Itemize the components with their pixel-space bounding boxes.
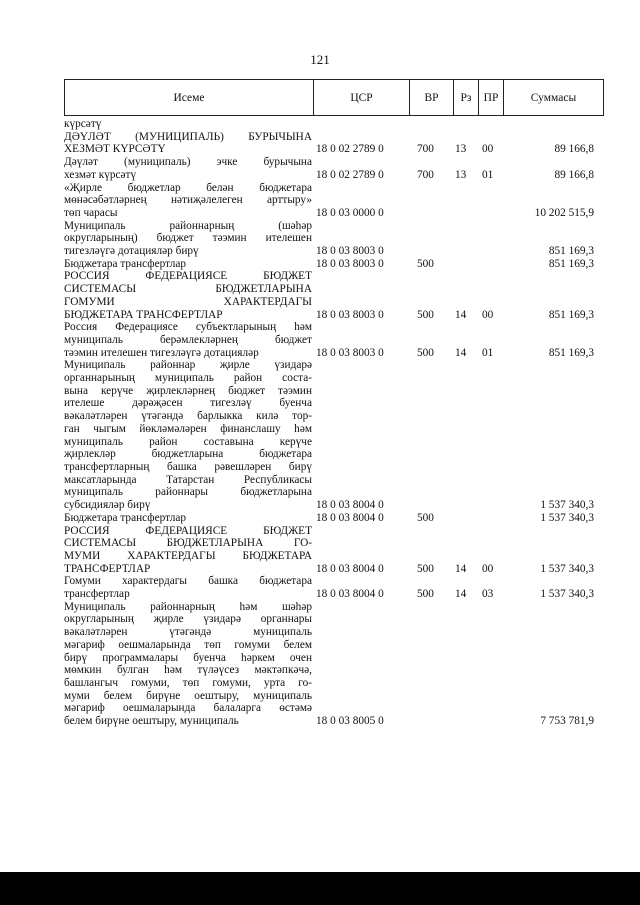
header-pr: ПР [478,80,503,115]
row-sum: 10 202 515,9 [534,206,594,219]
row-name-line: ТРАНСФЕРТЛАР [64,562,151,575]
row-name [64,182,312,220]
row-name-line: МУМИ ХАРАКТЕРДАГЫ БЮДЖЕТАРА [64,549,312,562]
row-name-line: максатларында Татарстан Республикасы [64,473,312,486]
row-name-line: трансфертлар [64,588,130,601]
row-name-line: Муниципаль районнарның һәм шәһәр [64,600,312,613]
row-pr: 00 [482,562,494,575]
header-sum: Суммасы [503,80,603,115]
row-name-line: муниципаль берәмлекләрнең бюджет [64,333,312,346]
row-name-line: органнарының муниципаль район соста- [64,372,312,385]
table-body [64,118,604,728]
row-rz: 14 [455,346,467,359]
row-csr: 18 0 03 8003 0 [316,308,384,321]
row-sum: 7 753 781,9 [540,715,594,728]
row-name [64,156,312,181]
row-sum: 1 537 340,3 [540,588,594,601]
row-name-line: муми белем бирүне оештыру, муниципаль [64,689,312,702]
row-name-line: СИСТЕМАСЫ БЮДЖЕТЛАРЫНА [64,283,312,296]
row-name-line: трансфертларның башка рәвешләрен бирү [64,460,312,473]
row-name-line: бирү программалары буенча һәркем очен [64,651,312,664]
row-csr: 18 0 03 8005 0 [316,715,384,728]
row-name-line: Бюджетара трансфертлар [64,257,187,270]
row-rz: 13 [455,143,467,156]
row-csr: 18 0 03 8004 0 [316,499,384,512]
row-name-line: Муниципаль районнар җирле үзидарә [64,359,312,372]
row-name-line: ХЕЗМӘТ КҮРСӘТҮ [64,143,166,156]
row-name-line: РОССИЯ ФЕДЕРАЦИЯСЕ БЮДЖЕТ [64,524,312,537]
row-csr: 18 0 03 8004 0 [316,588,384,601]
row-name-line: СИСТЕМАСЫ БЮДЖЕТЛАРЫНА ГО- [64,537,312,550]
row-name [64,575,312,600]
table-row [64,601,604,728]
row-name [64,118,312,131]
row-sum: 851 169,3 [548,257,594,270]
table-row [64,512,604,525]
row-csr: 18 0 03 8003 0 [316,346,384,359]
row-vr: 500 [417,346,434,359]
row-name-line: мәгариф оешмаларында балаларга өстәмә [64,702,312,715]
row-name-line: вына керүче җирлекләрнең бюджет тәэмин [64,384,312,397]
row-name-line: округларының җирле үзидарә органнары [64,613,312,626]
row-vr: 500 [417,511,434,524]
row-vr: 500 [417,308,434,321]
row-name-line: ДӘҮЛӘТ (МУНИЦИПАЛЬ) БУРЫЧЫНА [64,130,312,143]
row-pr: 03 [482,588,494,601]
row-name-line: округларының) бюджет тәэмин ителешен [64,232,312,245]
table-row [64,156,604,181]
row-name-line: Бюджетара трансфертлар [64,511,187,524]
row-vr: 500 [417,588,434,601]
row-name-line: белем бирүне оештыру, муниципаль [64,715,239,728]
row-name-line: ГОМУМИ ХАРАКТЕРДАГЫ [64,295,312,308]
row-name-line: тәэмин ителешен тигезләүгә дотацияләр [64,346,259,359]
row-name-line: күрсәтү [64,118,102,130]
row-name-line: ган чыгым йөкләмәләрен финанслашу һәм [64,422,312,435]
row-pr: 01 [482,168,494,181]
row-name-line: мөнәсәбәтләрнең нәтиҗәлелеген арттыру» [64,194,312,207]
row-name-line: РОССИЯ ФЕДЕРАЦИЯСЕ БЮДЖЕТ [64,270,312,283]
table-row [64,131,604,156]
row-name-line: БЮДЖЕТАРА ТРАНСФЕРТЛАР [64,308,223,321]
row-vr: 500 [417,257,434,270]
row-name-line: Дәүләт (муниципаль) эчке бурычына [64,156,312,169]
row-name-line: төп чарасы [64,206,118,219]
row-csr: 18 0 03 8003 0 [316,245,384,258]
row-name-line: мөмкин булган һәм түләүсез мәктәпкәчә, [64,664,312,677]
table-row [64,575,604,600]
row-pr: 01 [482,346,494,359]
row-sum: 851 169,3 [548,245,594,258]
row-csr: 18 0 02 2789 0 [316,168,384,181]
row-csr: 18 0 03 8004 0 [316,511,384,524]
row-name-line: муниципаль районнары бюджетларына [64,486,312,499]
row-vr: 500 [417,562,434,575]
row-rz: 14 [455,562,467,575]
table-row [64,182,604,220]
row-name-line: вәкаләтләрен үтәгәндә барлыкка килә тор- [64,410,312,423]
row-name-line: Гомуми характердагы башка бюджетара [64,575,312,588]
row-name [64,512,312,525]
row-sum: 851 169,3 [548,346,594,359]
row-name [64,359,312,511]
row-name-line: башлангыч гомуми, төп гомуми, урта го- [64,676,312,689]
row-name-line: мәгариф оешмаларында төп гомуми белем [64,638,312,651]
row-name-line: ителеше дәрәҗәсен тигезләү буенча [64,397,312,410]
row-sum: 1 537 340,3 [540,511,594,524]
row-name-line: җирлекләр бюджетларына бюджетара [64,448,312,461]
header-rz: Рз [453,80,478,115]
table-row [64,359,604,511]
row-name-line: муниципаль район составына керүче [64,435,312,448]
row-name [64,258,312,271]
table-row [64,220,604,258]
row-sum: 1 537 340,3 [540,562,594,575]
row-name-line: тигезләүгә дотацияләр бирү [64,245,199,258]
row-csr: 18 0 02 2789 0 [316,143,384,156]
row-name-line: Россия Федерациясе субъектларының һәм [64,321,312,334]
row-sum: 89 166,8 [554,143,594,156]
table-row [64,321,604,359]
row-name [64,270,312,321]
page-number: 121 [310,52,330,67]
row-sum: 851 169,3 [548,308,594,321]
table-header [64,79,604,116]
row-name [64,220,312,258]
header-csr: ЦСР [313,80,409,115]
table-row [64,525,604,576]
table-row [64,258,604,271]
row-rz: 13 [455,168,467,181]
row-sum: 89 166,8 [554,168,594,181]
row-rz: 14 [455,588,467,601]
row-name [64,525,312,576]
row-name-line: «Җирле бюджетлар белән бюджетара [64,181,312,194]
table-row [64,270,604,321]
row-name [64,321,312,359]
row-rz: 14 [455,308,467,321]
row-name [64,131,312,156]
row-name-line: субсидияләр бирү [64,499,151,512]
table-row [64,118,604,131]
row-sum: 1 537 340,3 [540,499,594,512]
row-name-line: вәкаләтләрен үтәгәндә муниципаль [64,626,312,639]
row-name [64,601,312,728]
row-vr: 700 [417,143,434,156]
row-csr: 18 0 03 0000 0 [316,206,384,219]
row-name-line: Муниципаль районнарның (шәһәр [64,219,312,232]
row-name-line: хезмәт күрсәтү [64,168,137,181]
header-vr: ВР [409,80,453,115]
row-pr: 00 [482,143,494,156]
row-csr: 18 0 03 8004 0 [316,562,384,575]
scan-bottom-bar [0,872,640,905]
row-csr: 18 0 03 8003 0 [316,257,384,270]
row-pr: 00 [482,308,494,321]
row-vr: 700 [417,168,434,181]
header-name: Исеме [173,91,205,104]
